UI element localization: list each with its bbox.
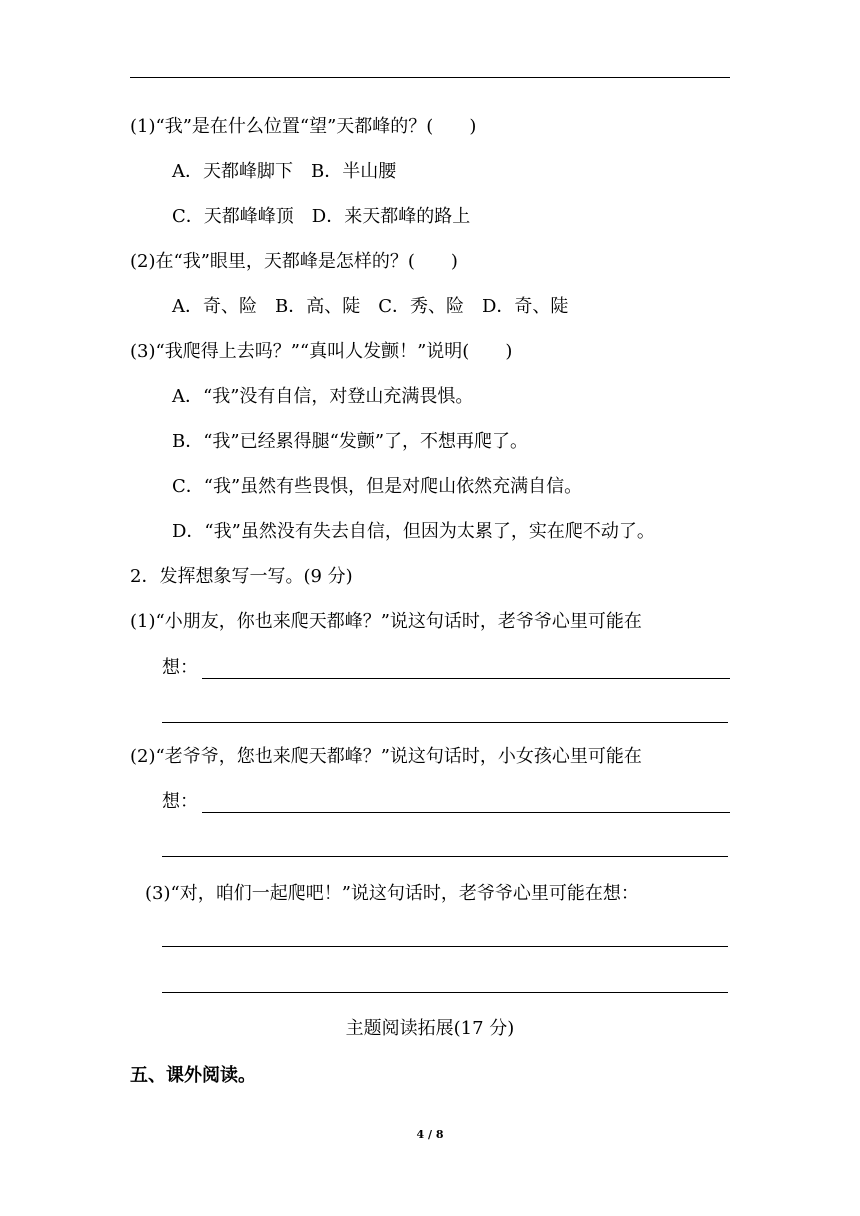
answer-line-2b[interactable] [162,856,728,857]
theme-reading-title: 主题阅读拓展(17 分) [345,1018,515,1039]
question-1-options-line-2: C．天都峰峰顶 D．来天都峰的路上 [172,206,471,227]
question-3-option-d: D．“我”虽然没有失去自信，但因为太累了，实在爬不动了。 [172,521,655,542]
prompt-1-prefix: 想： [162,657,198,678]
question-3-stem: (3)“我爬得上去吗？”“真叫人发颤！”说明( ) [130,341,513,362]
question-1-stem: (1)“我”是在什么位置“望”天都峰的？( ) [130,116,477,137]
page-number: 4 / 8 [416,1128,444,1141]
question-2-options: A．奇、险 B．高、陡 C．秀、险 D．奇、陡 [172,296,569,317]
question-2-stem: (2)在“我”眼里，天都峰是怎样的？( ) [130,251,458,272]
prompt-1-text: (1)“小朋友，你也来爬天都峰？”说这句话时，老爷爷心里可能在 [130,611,642,632]
prompt-2-text: (2)“老爷爷，您也来爬天都峰？”说这句话时，小女孩心里可能在 [130,746,642,767]
answer-line-2a[interactable] [202,812,730,813]
section-2-heading: 2．发挥想象写一写。(9 分) [130,566,353,587]
answer-line-1a[interactable] [202,678,730,679]
question-3-option-a: A．“我”没有自信，对登山充满畏惧。 [172,386,474,407]
question-3-option-b: B．“我”已经累得腿“发颤”了，不想再爬了。 [172,431,529,452]
question-3-option-c: C．“我”虽然有些畏惧，但是对爬山依然充满自信。 [172,476,583,497]
prompt-3-text: (3)“对，咱们一起爬吧！”说这句话时，老爷爷心里可能在想： [145,883,639,904]
prompt-2-prefix: 想： [162,791,198,812]
answer-line-3a[interactable] [162,946,728,947]
header-rule [130,77,730,78]
section-5-heading: 五、课外阅读。 [130,1065,256,1086]
answer-line-3b[interactable] [162,992,728,993]
question-1-options-line-1: A．天都峰脚下 B．半山腰 [172,161,397,182]
answer-line-1b[interactable] [162,722,728,723]
